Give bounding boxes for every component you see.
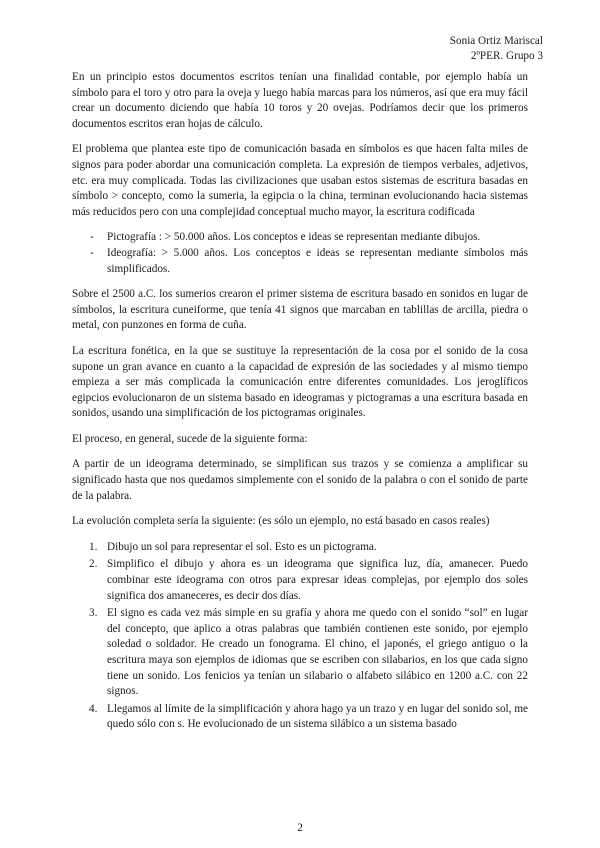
paragraph-evolution-intro: La evolución completa sería la siguiente: (es sólo un ejemplo, no está basado en casos reales) [72, 515, 490, 528]
paragraph-accounting-origin: En un principio estos documentos escritos tenían una finalidad contable, por ejemplo había un símbolo para el toro y otro para la oveja y luego había marcas para los números, así que era muy fácil crear un documento diciendo que había 10 toros y 20 ovejas. Podríamos decir que los primeros documentos escritos eran hojas de cálculo. [72, 71, 528, 130]
list-item [72, 246, 528, 277]
list-item [72, 230, 528, 246]
list-item-text: Ideografía: > 5.000 años. Los conceptos e ideas se representan mediante símbolos más simplificados. [107, 246, 528, 275]
list-item-text: Llegamos al límite de la simplificación y ahora hago ya un trazo y en lugar del sonido sol, me quedo sólo con s. He evolucionado de un sistema silábico a un sistema basado [107, 702, 528, 731]
list-item [72, 557, 528, 604]
list-item-text: El signo es cada vez más simple en su grafía y ahora me quedo con el sonido “sol” en lugar del concepto, que aplico a otras palabras que también contienen este sonido, por ejemplo soledad o soldador. He creado un fonograma. El chino, el japonés, el griego antiguo o la escritura maya son ejemplos de idiomas que se escriben con silabarios, en los que cada signo tiene un sonido. Los fenicios ya tenían un silabario o alfabeto silábico en 1200 a.C. con 22 signos. [107, 607, 528, 698]
number-marker: 4. [89, 702, 98, 715]
page-number: 2 [297, 822, 303, 834]
number-marker: 2. [89, 558, 98, 571]
author-name: Sonia Ortiz Mariscal [449, 35, 543, 47]
dash-marker: - [90, 231, 94, 244]
list-item-text: Pictografía : > 50.000 años. Los conceptos e ideas se representan mediante dibujos. [107, 231, 481, 244]
list-item [72, 702, 528, 733]
paragraph-cuneiform: Sobre el 2500 a.C. los sumerios crearon el primer sistema de escritura basado en sonidos en lugar de símbolos, la escritura cuneiforme, que tenía 41 signos que marcaban en tablillas de arcilla, piedra o metal, con punzones en forma de cuña. [72, 288, 528, 332]
paragraph-symbol-problem: El problema que plantea este tipo de comunicación basada en símbolos es que hacen falta miles de signos para poder abordar una comunicación completa. La expresión de tiempos verbales, adjetivos, etc. era muy complicada. Todas las civilizaciones que usaban estos sistemas de escritura basadas en símbolo > concepto, como la sumeria, la egipcia o la china, terminan evolucionando hacia sistemas más reducidos pero con una complejidad conceptual mucho mayor, la escritura codificada [72, 143, 528, 218]
number-marker: 1. [89, 540, 98, 553]
paragraph-simplification: A partir de un ideograma determinado, se simplifican sus trazos y se comienza a amplificar su significado hasta que nos quedamos simplemente con el sonido de la palabra o con el sonido de parte de la palabra. [72, 458, 528, 502]
evolution-steps-list [72, 540, 528, 733]
course-group: 2ºPER. Grupo 3 [470, 50, 543, 62]
paragraph-process-intro: El proceso, en general, sucede de la siguiente forma: [72, 432, 308, 445]
list-item [72, 540, 528, 556]
paragraph-phonetic-writing: La escritura fonética, en la que se sustituye la representación de la cosa por el sonido de la cosa supone un gran avance en cuanto a la capacidad de expresión de las sociedades y al mismo tiempo empieza a ser más complicada la comunicación entre diferentes comunidades. Los jeroglíficos egipcios evolucionaron de un sistema basado en ideogramas y pictogramas a una escritura basada en sonidos, usando una simplificación de los pictogramas originales. [72, 344, 528, 420]
writing-stages-list [72, 230, 528, 277]
page-body [72, 70, 528, 743]
dash-marker: - [90, 246, 94, 259]
list-item-text: Simplifico el dibujo y ahora es un ideograma que significa luz, día, amanecer. Puedo combinar este ideograma con otros para expresar ideas complejas, por ejemplo dos soles significa dos amaneceres, es decir dos días. [107, 558, 528, 602]
number-marker: 3. [89, 607, 98, 620]
list-item-text: Dibujo un sol para representar el sol. Esto es un pictograma. [107, 540, 377, 553]
page-header [450, 34, 543, 64]
list-item [72, 606, 528, 700]
